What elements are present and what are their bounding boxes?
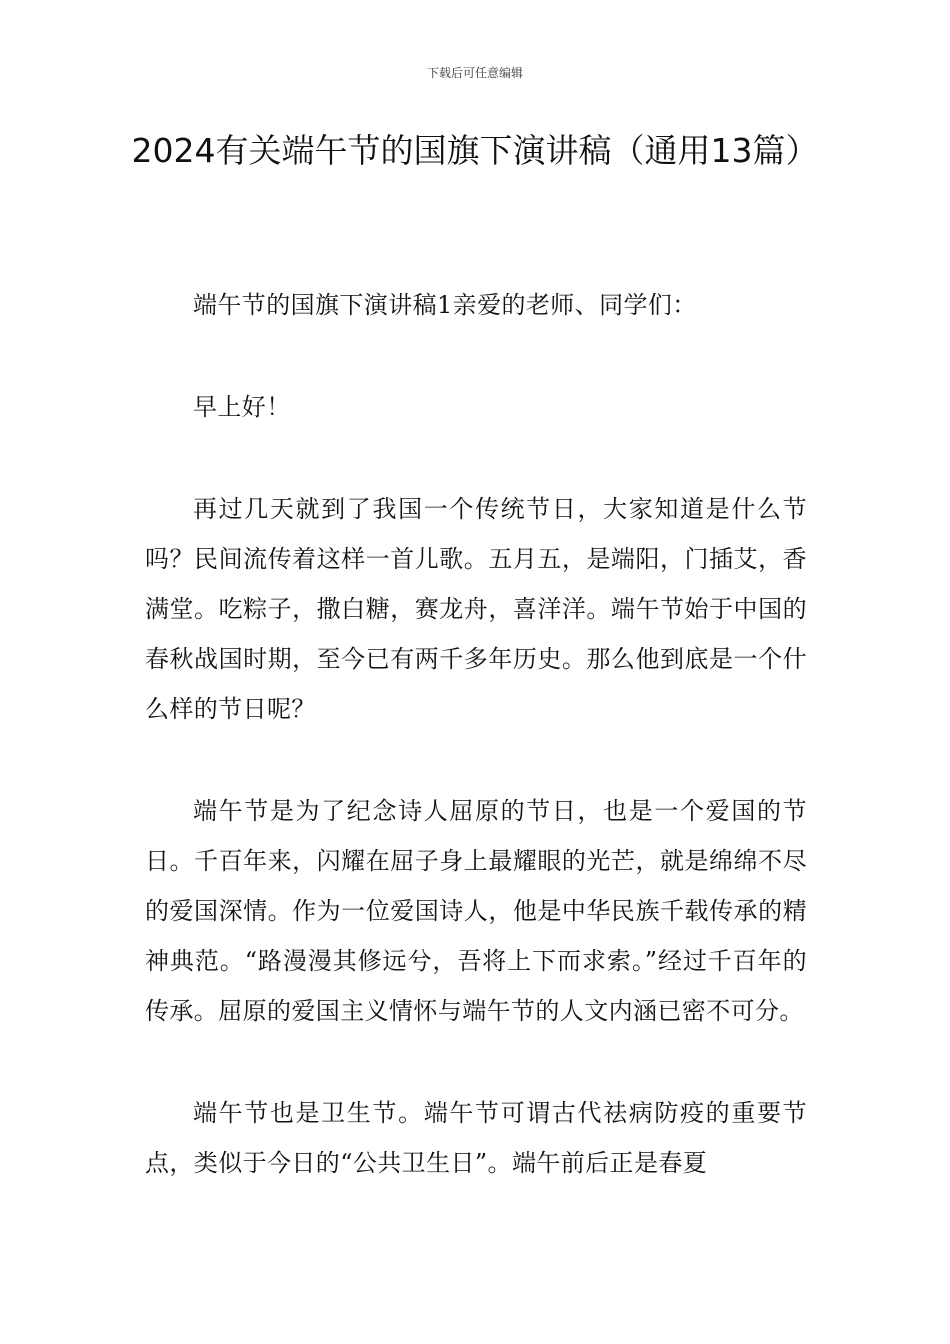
document-title: 2024有关端午节的国旗下演讲稿（通用13篇）	[131, 131, 819, 170]
paragraph-1: 端午节的国旗下演讲稿1亲爱的老师、同学们：	[193, 291, 697, 319]
paragraph-3: 再过几天就到了我国一个传统节日，大家知道是什么节吗？民间流传着这样一首儿歌。五月五，是端阳，门插艾，香满堂。吃粽子，撒白糖，赛龙舟，喜洋洋。端午节始于中国的春秋战国时期，至今已有两千多年历史。那么他到底是一个什么样的节日呢？	[145, 495, 807, 723]
document-body	[145, 280, 807, 1240]
paragraph-2: 早上好！	[193, 393, 291, 421]
header-note: 下载后可任意编辑	[426, 66, 523, 80]
paragraph-5: 端午节也是卫生节。端午节可谓古代祛病防疫的重要节点，类似于今日的“公共卫生日”。端午前后正是春夏	[145, 1099, 807, 1177]
paragraph-4: 端午节是为了纪念诗人屈原的节日，也是一个爱国的节日。千百年来，闪耀在屈子身上最耀眼的光芒，就是绵绵不尽的爱国深情。作为一位爱国诗人，他是中华民族千载传承的精神典范。“路漫漫其修远兮，吾将上下而求索。”经过千百年的传承。屈原的爱国主义情怀与端午节的人文内涵已密不可分。	[145, 797, 807, 1025]
